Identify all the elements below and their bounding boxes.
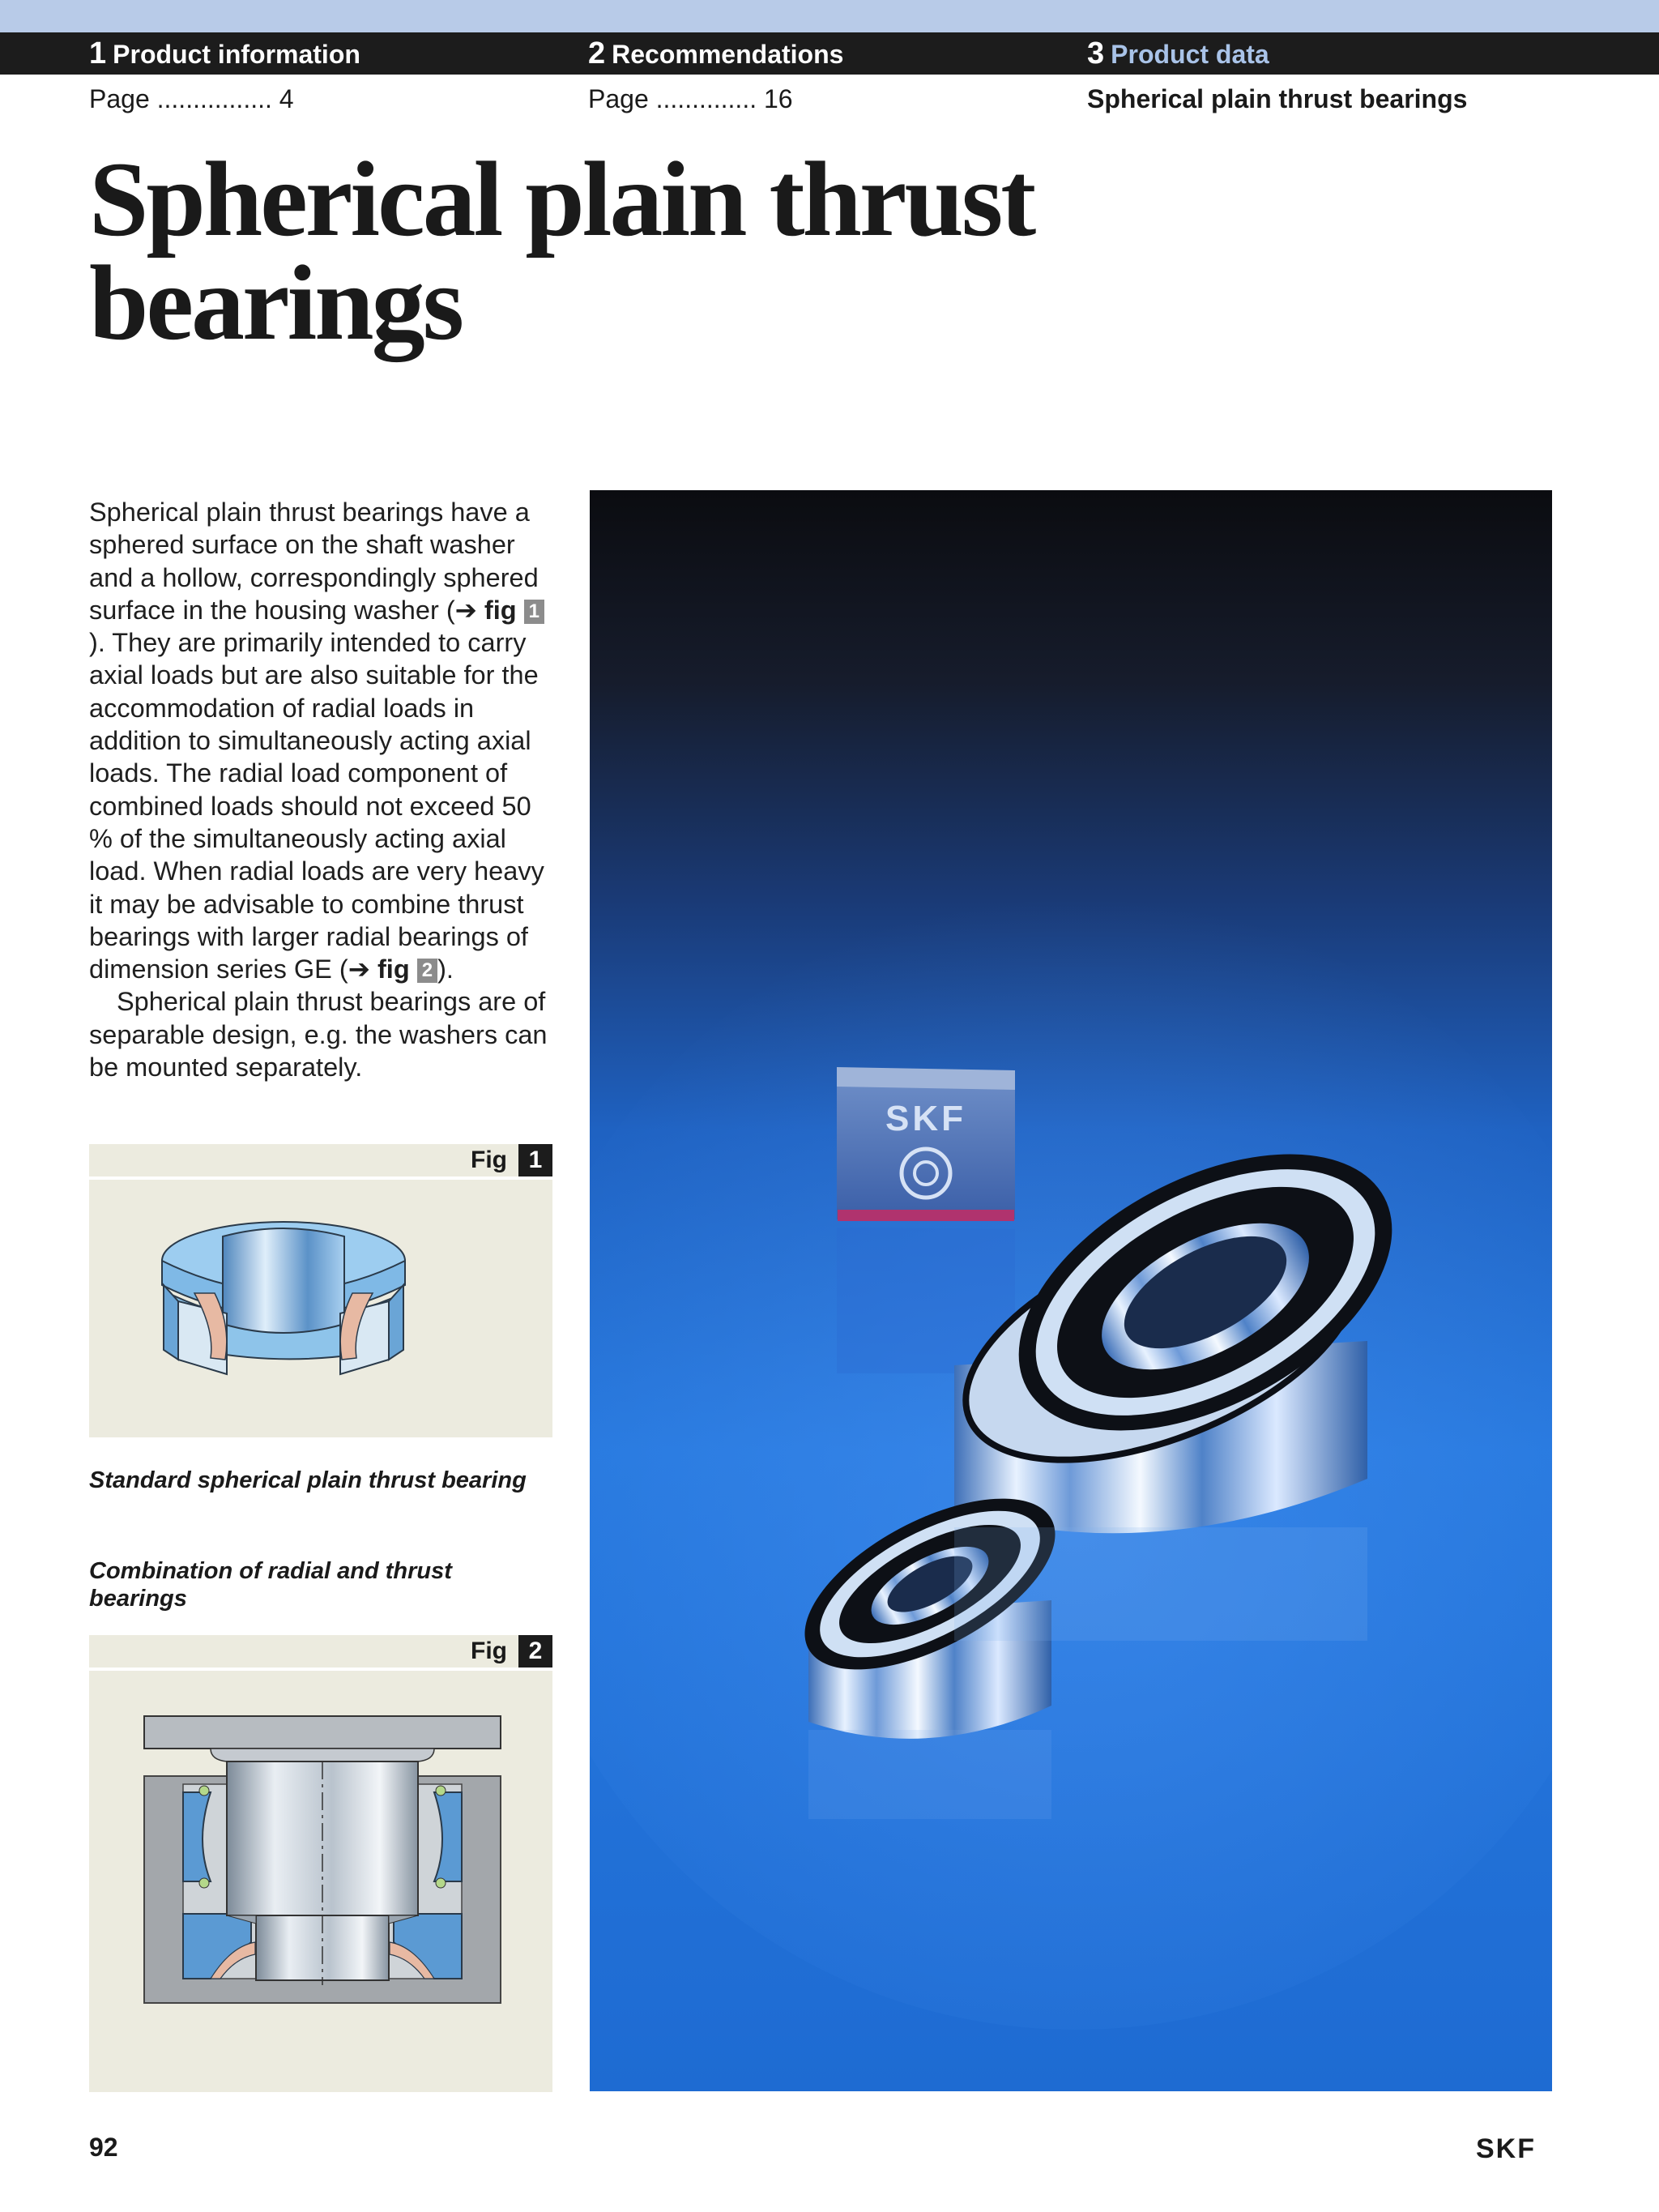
page-number: 92: [89, 2133, 118, 2162]
paragraph-separable: Spherical plain thrust bearings are of separable design, e.g. the washers can be mounted separately.: [89, 987, 548, 1083]
nav-section-number: 1: [89, 36, 107, 70]
paragraph-text: ).: [437, 954, 454, 984]
skf-box-icon: [837, 1067, 1015, 1373]
radial-thrust-combination-illustration: [89, 1671, 552, 2092]
figure-2-caption: Combination of radial and thrust bearings: [89, 1558, 452, 1612]
fig-2-reference[interactable]: [348, 954, 437, 984]
fig-1-reference[interactable]: [455, 596, 544, 625]
nav-section-product-information[interactable]: [89, 32, 360, 75]
skf-logo: [1463, 2134, 1549, 2162]
nav-page-ref-recommendations[interactable]: Page .............. 16: [588, 84, 793, 113]
fig-1-number-badge: 1: [524, 600, 544, 624]
fig-ref-label: ➔ fig: [348, 954, 410, 984]
fig-ref-label: ➔ fig: [454, 595, 517, 625]
section-nav-bar: [0, 32, 1659, 75]
nav-section-product-data[interactable]: [1087, 32, 1269, 75]
fig-2-number-badge: 2: [417, 959, 437, 983]
figure-1-caption: Standard spherical plain thrust bearing: [89, 1467, 527, 1493]
page-title-line2: bearings: [89, 243, 463, 362]
nav-section-label: Product data: [1111, 40, 1269, 69]
top-color-band: [0, 0, 1659, 32]
figure-number: 2: [518, 1635, 552, 1668]
thrust-bearing-cutaway-illustration: [89, 1180, 552, 1437]
nav-section-number: 3: [1087, 36, 1105, 70]
figure-number: 1: [518, 1144, 552, 1176]
figure-label: Fig: [471, 1147, 507, 1173]
figure-1-header: [89, 1144, 552, 1180]
figure-2: [89, 1635, 552, 2092]
page-title: [89, 139, 1142, 362]
nav-current-topic: Spherical plain thrust bearings: [1087, 84, 1468, 113]
nav-section-label: Product information: [113, 40, 360, 69]
body-text: [89, 496, 559, 1083]
paragraph-text: ). They are primarily intended to carry axial loads but are also suitable for the accommodation of radial loads in addition to simultaneously acting axial loads. The radial load component of combined loads should not exceed 50 % of the simultaneously acting axial load. When radial loads are very heavy it may be advisable to combine thrust bearings with larger radial bearings of dimension series GE (: [89, 628, 544, 984]
figure-label: Fig: [471, 1638, 507, 1664]
skf-logo-text: SKF: [1476, 2134, 1536, 2162]
nav-section-number: 2: [588, 36, 606, 70]
paragraph-intro: [89, 496, 559, 985]
page-title-line1: Spherical plain thrust: [89, 139, 1034, 258]
nav-section-label: Recommendations: [612, 40, 844, 69]
product-photo: [590, 490, 1552, 2091]
box-brand-text: SKF: [885, 1099, 966, 1138]
nav-section-recommendations[interactable]: [588, 32, 843, 75]
figure-1: [89, 1144, 552, 1437]
paragraph-text: Spherical plain thrust bearings have a sphered surface on the shaft washer and a hollow, correspondingly sphered surface in the housing washer (: [89, 497, 539, 625]
figure-2-header: [89, 1635, 552, 1671]
nav-page-ref-product-information[interactable]: Page ................ 4: [89, 84, 294, 113]
